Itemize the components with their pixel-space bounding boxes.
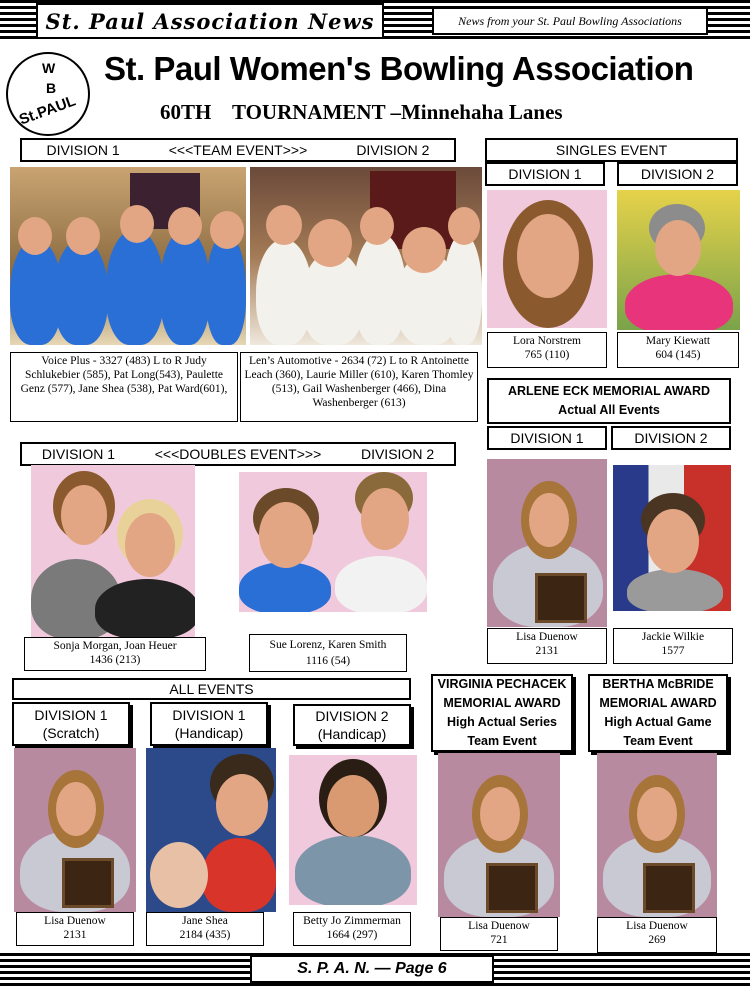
portrait-body xyxy=(95,579,195,637)
portrait-body xyxy=(239,562,331,612)
logo-b: B xyxy=(46,80,57,96)
award-line: Team Event xyxy=(623,734,693,748)
bowler-figure xyxy=(160,229,210,345)
plaque xyxy=(486,863,538,913)
team-event-header xyxy=(20,138,456,162)
portrait-face xyxy=(216,774,268,836)
singles-div1-label: DIVISION 1 xyxy=(485,162,605,186)
logo-w: W xyxy=(42,60,56,76)
all-handicap2-photo xyxy=(289,755,417,905)
singles-div2-label: DIVISION 2 xyxy=(617,162,738,186)
wba-logo xyxy=(6,52,90,136)
all-handicap2-label xyxy=(293,704,411,746)
bowler-head xyxy=(360,207,394,245)
team-event-label: <<<TEAM EVENT>>> xyxy=(168,142,308,158)
singles-div1-caption xyxy=(487,332,607,368)
logo-city: St.PAUL xyxy=(16,92,79,129)
team-div2-caption: Len’s Automotive - 2634 (72) L to R Antoinette Leach (360), Laurie Miller (610), Karen Thomley (513), Gail Washenberger (466), Dina Washenberger (613) xyxy=(240,352,478,422)
doubles-event-label: <<<DOUBLES EVENT>>> xyxy=(154,446,322,462)
award-line: High Actual Series xyxy=(447,715,557,729)
portrait-face xyxy=(361,488,409,550)
label-line-1: DIVISION 2 xyxy=(315,708,389,724)
singles-div2-photo xyxy=(617,190,740,330)
arlene-award-header xyxy=(487,378,731,424)
winner-name: Jane Shea xyxy=(182,915,228,927)
baby-figure xyxy=(150,842,208,908)
winner-name: Lora Norstrem xyxy=(512,335,582,347)
bowler-head xyxy=(308,219,352,267)
arlene-div1-caption xyxy=(487,628,607,664)
award-line: BERTHA McBRIDE xyxy=(602,677,714,691)
portrait-face xyxy=(480,787,520,841)
award-line: Team Event xyxy=(467,734,537,748)
winner-names: Sonja Morgan, Joan Heuer xyxy=(53,640,177,652)
arlene-div1-label: DIVISION 1 xyxy=(487,426,607,450)
label-line-1: DIVISION 1 xyxy=(34,707,108,723)
masthead-tagline: News from your St. Paul Bowling Associations xyxy=(432,7,708,35)
award-line: MEMORIAL AWARD xyxy=(443,696,561,710)
doubles-div2-caption xyxy=(249,634,407,672)
winner-score: 2131 xyxy=(63,929,87,941)
team-div2-photo xyxy=(250,167,482,345)
bertha-award-header xyxy=(588,674,728,752)
portrait-body xyxy=(625,274,733,330)
winner-score: 269 xyxy=(648,934,666,946)
bowler-head xyxy=(18,217,52,255)
award-line: High Actual Game xyxy=(604,715,712,729)
singles-div2-caption xyxy=(617,332,739,368)
winner-score: 1577 xyxy=(661,645,685,657)
portrait-face xyxy=(517,214,579,298)
doubles-div2-photo xyxy=(239,472,427,612)
all-scratch-caption xyxy=(16,912,134,946)
virginia-award-header xyxy=(431,674,573,752)
portrait-face xyxy=(259,502,313,568)
bowler-head xyxy=(210,211,244,249)
winner-score: 721 xyxy=(490,934,508,946)
portrait-body xyxy=(335,556,427,612)
label-line-2: (Handicap) xyxy=(174,725,244,741)
portrait-body xyxy=(627,569,723,611)
arlene-div2-label: DIVISION 2 xyxy=(611,426,731,450)
portrait-body xyxy=(202,838,276,912)
plaque xyxy=(62,858,114,908)
bowler-head xyxy=(448,207,480,245)
winner-score: 2184 (435) xyxy=(179,929,231,941)
doubles-div1-photo xyxy=(31,465,195,637)
page-footer: S. P. A. N. — Page 6 xyxy=(250,955,494,983)
virginia-caption xyxy=(440,917,558,951)
winner-score: 1116 (54) xyxy=(305,655,351,667)
singles-div1-photo xyxy=(487,190,607,328)
masthead-title: St. Paul Association News xyxy=(36,3,384,39)
winner-score: 2131 xyxy=(535,645,559,657)
portrait-face xyxy=(327,775,379,837)
portrait-face xyxy=(56,782,96,836)
award-title: ARLENE ECK MEMORIAL AWARD xyxy=(507,384,711,398)
award-subtitle: Actual All Events xyxy=(558,403,660,417)
portrait-face xyxy=(125,513,175,577)
plaque xyxy=(643,863,695,913)
bowler-head xyxy=(402,227,446,273)
all-scratch-photo xyxy=(14,748,136,912)
plaque xyxy=(535,573,587,623)
winner-name: Betty Jo Zimmerman xyxy=(303,915,401,927)
portrait-face xyxy=(647,509,699,573)
winner-name: Lisa Duenow xyxy=(468,920,530,932)
bertha-caption xyxy=(597,917,717,953)
arlene-div1-photo xyxy=(487,459,607,627)
label-line-2: (Scratch) xyxy=(42,725,100,741)
page-subtitle: 60TH TOURNAMENT –Minnehaha Lanes xyxy=(160,100,563,124)
doubles-div2-label: DIVISION 2 xyxy=(360,446,435,462)
team-div1-photo xyxy=(10,167,246,345)
team-div1-label: DIVISION 1 xyxy=(46,142,120,158)
all-events-header: ALL EVENTS xyxy=(12,678,411,700)
bowler-head xyxy=(168,207,202,245)
portrait-face xyxy=(61,485,107,545)
winner-names: Sue Lorenz, Karen Smith xyxy=(269,639,387,651)
arlene-div2-caption xyxy=(613,628,733,664)
all-scratch-label xyxy=(12,702,130,746)
award-line: VIRGINIA PECHACEK xyxy=(437,677,567,691)
portrait-body xyxy=(295,835,411,905)
page-title: St. Paul Women's Bowling Association xyxy=(104,50,694,87)
all-handicap1-caption xyxy=(146,912,264,946)
award-line: MEMORIAL AWARD xyxy=(599,696,717,710)
portrait-face xyxy=(637,787,677,841)
bowler-figure xyxy=(106,229,164,345)
portrait-face xyxy=(655,220,701,276)
all-handicap1-photo xyxy=(146,748,276,912)
all-handicap1-label xyxy=(150,702,268,746)
all-handicap2-caption xyxy=(293,912,411,946)
team-div1-caption: Voice Plus - 3327 (483) L to R Judy Schlukebier (585), Pat Long(543), Paulette Genz (577), Jane Shea (538), Pat Ward(601), xyxy=(10,352,238,422)
winner-name: Lisa Duenow xyxy=(626,920,688,932)
winner-name: Lisa Duenow xyxy=(44,915,106,927)
bowler-head xyxy=(66,217,100,255)
label-line-1: DIVISION 1 xyxy=(172,707,246,723)
portrait-face xyxy=(529,493,569,547)
bowler-figure xyxy=(206,233,246,345)
winner-name: Jackie Wilkie xyxy=(641,631,705,643)
winner-score: 765 (110) xyxy=(524,349,570,361)
winner-score: 604 (145) xyxy=(655,349,701,361)
doubles-event-header xyxy=(20,442,456,466)
winner-score: 1436 (213) xyxy=(89,654,141,666)
team-div2-label: DIVISION 2 xyxy=(356,142,430,158)
winner-name: Lisa Duenow xyxy=(516,631,578,643)
doubles-div1-label: DIVISION 1 xyxy=(41,446,115,462)
winner-score: 1664 (297) xyxy=(326,929,378,941)
bowler-head xyxy=(120,205,154,243)
singles-event-header: SINGLES EVENT xyxy=(485,138,738,162)
bowler-figure xyxy=(444,233,482,345)
label-line-2: (Handicap) xyxy=(317,726,387,742)
winner-name: Mary Kiewatt xyxy=(645,335,711,347)
bowler-head xyxy=(266,205,302,245)
arlene-div2-photo xyxy=(613,465,731,611)
bertha-photo xyxy=(597,753,717,917)
doubles-div1-caption xyxy=(24,637,206,671)
virginia-photo xyxy=(438,753,560,917)
